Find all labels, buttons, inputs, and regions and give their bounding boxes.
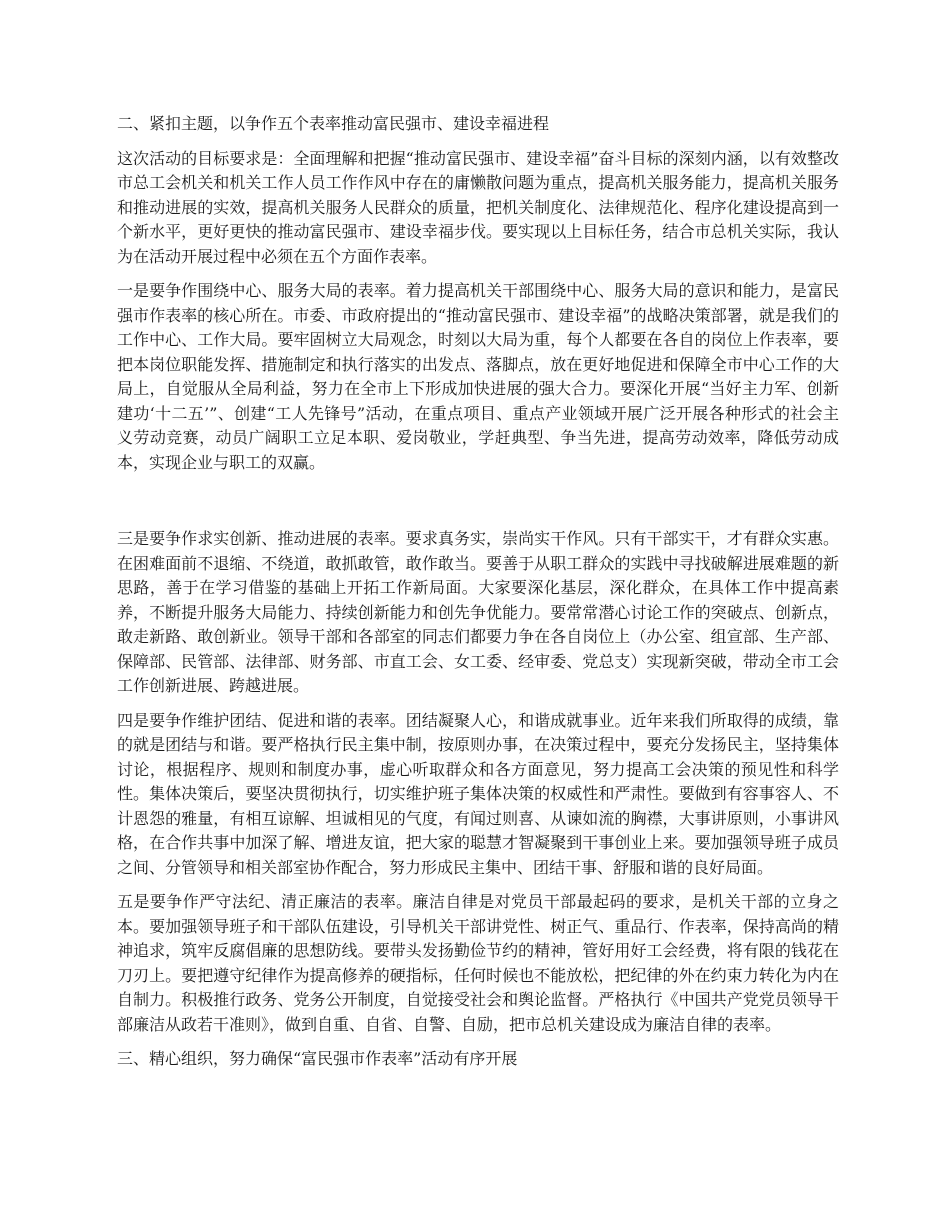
blank-gap bbox=[117, 485, 839, 527]
document-page bbox=[117, 112, 839, 1082]
paragraph-point-5: 五是要争作严守法纪、清正廉洁的表率。廉洁自律是对党员干部最起码的要求，是机关干部的立身之本。要加强领导班子和干部队伍建设，引导机关干部讲党性、树正气、重品行、作表率，保持高尚的精神追求，筑牢反腐倡廉的思想防线。要带头发扬勤俭节约的精神，管好用好工会经费，将有限的钱花在刀刃上。要把遵守纪律作为提高修养的硬指标，任何时候也不能放松，把纪律的外在约束力转化为内在自制力。积极推行政务、党务公开制度，自觉接受社会和舆论监督。严格执行《中国共产党党员领导干部廉洁从政若干准则》，做到自重、自省、自警、自励，把市总机关建设成为廉洁自律的表率。 bbox=[117, 892, 839, 1034]
section-heading-3: 三、精心组织，努力确保“富民强市作表率”活动有序开展 bbox=[117, 1049, 518, 1068]
section-heading-2: 二、紧扣主题，以争作五个表率推动富民强市、建设幸福进程 bbox=[117, 114, 550, 133]
paragraph-point-3: 三是要争作求实创新、推动进展的表率。要求真务实，崇尚实干作风。只有干部实干，才有群众实惠。在困难面前不退缩、不绕道，敢抓敢管，敢作敢当。要善于从职工群众的实践中寻找破解进展难题的新思路，善于在学习借鉴的基础上开拓工作新局面。大家要深化基层，深化群众，在具体工作中提高素养，不断提升服务大局能力、持续创新能力和创先争优能力。要常常潜心讨论工作的突破点、创新点，敢走新路、敢创新业。领导干部和各部室的同志们都要力争在各自岗位上（办公室、组宣部、生产部、保障部、民管部、法律部、财务部、市直工会、女工委、经审委、党总支）实现新突破，带动全市工会工作创新进展、跨越进展。 bbox=[117, 529, 839, 695]
paragraph-goals: 这次活动的目标要求是：全面理解和把握“推动富民强市、建设幸福”奋斗目标的深刻内涵，以有效整改市总工会机关和机关工作人员工作作风中存在的庸懒散问题为重点，提高机关服务能力，提高机关服务和推动进展的实效，提高机关服务人民群众的质量，把机关制度化、法律规范化、程序化建设提高到一个新水平，更好更快的推动富民强市、建设幸福步伐。要实现以上目标任务，结合市总机关实际，我认为在活动开展过程中必须在五个方面作表率。 bbox=[117, 148, 839, 266]
paragraph-point-1: 一是要争作围绕中心、服务大局的表率。着力提高机关干部围绕中心、服务大局的意识和能力，是富民强市作表率的核心所在。市委、市政府提出的“推动富民强市、建设幸福”的战略决策部署，就是我们的工作中心、工作大局。要牢固树立大局观念，时刻以大局为重，每个人都要在各自的岗位上作表率，要把本岗位职能发挥、措施制定和执行落实的出发点、落脚点，放在更好地促进和保障全市中心工作的大局上，自觉服从全局利益，努力在全市上下形成加快进展的强大合力。要深化开展“当好主力军、创新建功‘十二五’”、创建“工人先锋号”活动，在重点项目、重点产业领域开展广泛开展各种形式的社会主义劳动竞赛，动员广阔职工立足本职、爱岗敬业，学赶典型、争当先进，提高劳动效率，降低劳动成本，实现企业与职工的双赢。 bbox=[117, 281, 839, 472]
paragraph-point-4: 四是要争作维护团结、促进和谐的表率。团结凝聚人心，和谐成就事业。近年来我们所取得的成绩，靠的就是团结与和谐。要严格执行民主集中制，按原则办事，在决策过程中，要充分发扬民主，坚持集体讨论，根据程序、规则和制度办事，虚心听取群众和各方面意见，努力提高工会决策的预见性和科学性。集体决策后，要坚决贯彻执行，切实维护班子集体决策的权威性和严肃性。要做到有容事容人、不计恩怨的雅量，有相互谅解、坦诚相见的气度，有闻过则喜、从谏如流的胸襟，大事讲原则，小事讲风格，在合作共事中加深了解、增进友谊，把大家的聪慧才智凝聚到干事创业上来。要加强领导班子成员之间、分管领导和相关部室协作配合，努力形成民主集中、团结干事、舒服和谐的良好局面。 bbox=[117, 710, 839, 877]
